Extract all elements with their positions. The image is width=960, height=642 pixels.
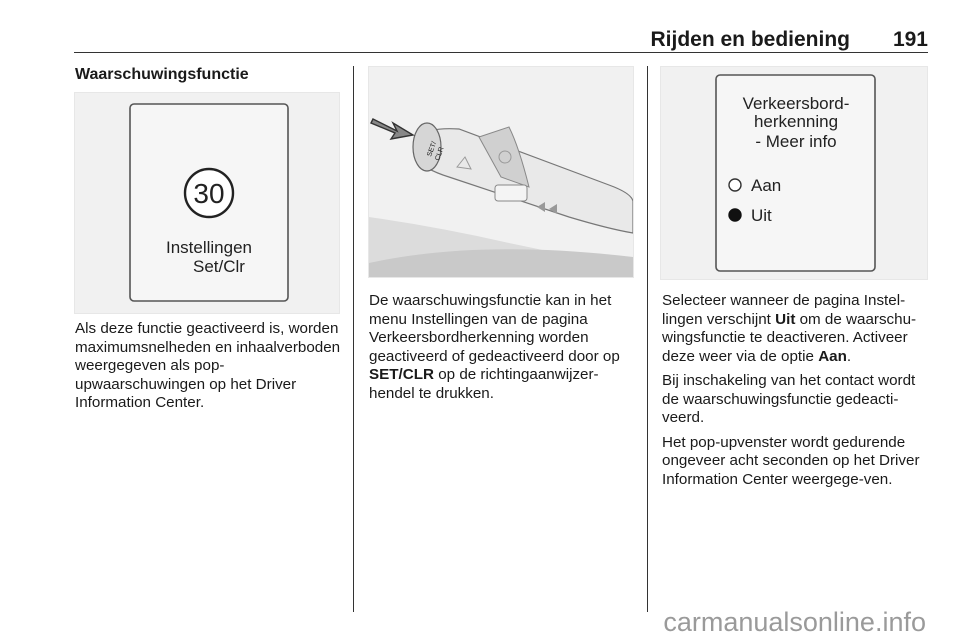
middle-column-text — [369, 292, 641, 409]
figure-setclr-label: Set/Clr — [193, 257, 245, 276]
pointer-arrow-icon — [371, 119, 413, 139]
setclr-bold: SET/CLR — [369, 366, 434, 383]
middle-paragraph — [369, 292, 641, 403]
page-header-title: Rijden en bediening — [650, 28, 850, 51]
left-paragraph: Als deze functie geactiveerd is, worden maximumsnelheden en inhaalverboden weergegeven als pop-upwaarschuwingen op het Driver Information Center. — [75, 320, 341, 411]
right-p1-part1: Selecteer wanneer de pagina Instel-lingen verschijnt — [662, 292, 906, 328]
right-p1-part3: . — [846, 347, 852, 365]
section-title: Waarschuwingsfunctie — [75, 66, 249, 83]
page-number: 191 — [892, 28, 928, 51]
right-column-text — [662, 292, 932, 495]
right-paragraph-1 — [662, 292, 932, 366]
column-divider-left — [353, 66, 354, 612]
aan-bold: Aan — [818, 347, 847, 365]
clr-label: CLR — [434, 146, 446, 162]
lever-end-cap — [413, 123, 441, 171]
figure-settings-label: Instellingen — [165, 238, 253, 257]
lever-switch — [495, 185, 527, 201]
header-rule — [74, 52, 928, 53]
settings-display-figure — [74, 92, 340, 314]
right-paragraph-2: Bij inschakeling van het contact wordt de waarschuwingsfunctie gedeacti-veerd. — [662, 372, 916, 426]
menu-title-line2: herkenning — [753, 112, 839, 131]
radio-uit-selected-icon — [729, 209, 741, 221]
left-column-text — [75, 320, 347, 419]
watermark: carmanualsonline.info — [663, 607, 926, 637]
menu-title-line1: Verkeersbord- — [742, 94, 850, 113]
option-uit-label: Uit — [751, 206, 772, 225]
option-aan-label: Aan — [751, 176, 782, 195]
uit-bold: Uit — [775, 310, 796, 328]
middle-text-part1: De waarschuwingsfunctie kan in het menu Instellingen van de pagina Verkeersbordherkenning worden geactiveerd of gedeactiveerd door op — [369, 292, 620, 365]
column-divider-right — [647, 66, 648, 612]
right-p1-part2: om de waarschu-wingsfunctie te deactiveren. Activeer deze weer via de optie — [662, 310, 917, 365]
traffic-sign-menu-figure — [660, 66, 928, 280]
set-label: SET/ — [426, 140, 439, 158]
radio-aan-icon — [729, 179, 741, 191]
turn-signal-lever-figure — [368, 66, 634, 278]
speed-limit-number: 30 — [193, 178, 225, 209]
middle-text-part2: op de richtingaanwijzer-hendel te drukken. — [369, 366, 599, 402]
right-paragraph-3: Het pop-upvenster wordt gedurende ongeveer acht seconden op het Driver Information Center weergege-ven. — [662, 433, 920, 488]
menu-title-line3: - Meer info — [755, 132, 837, 151]
